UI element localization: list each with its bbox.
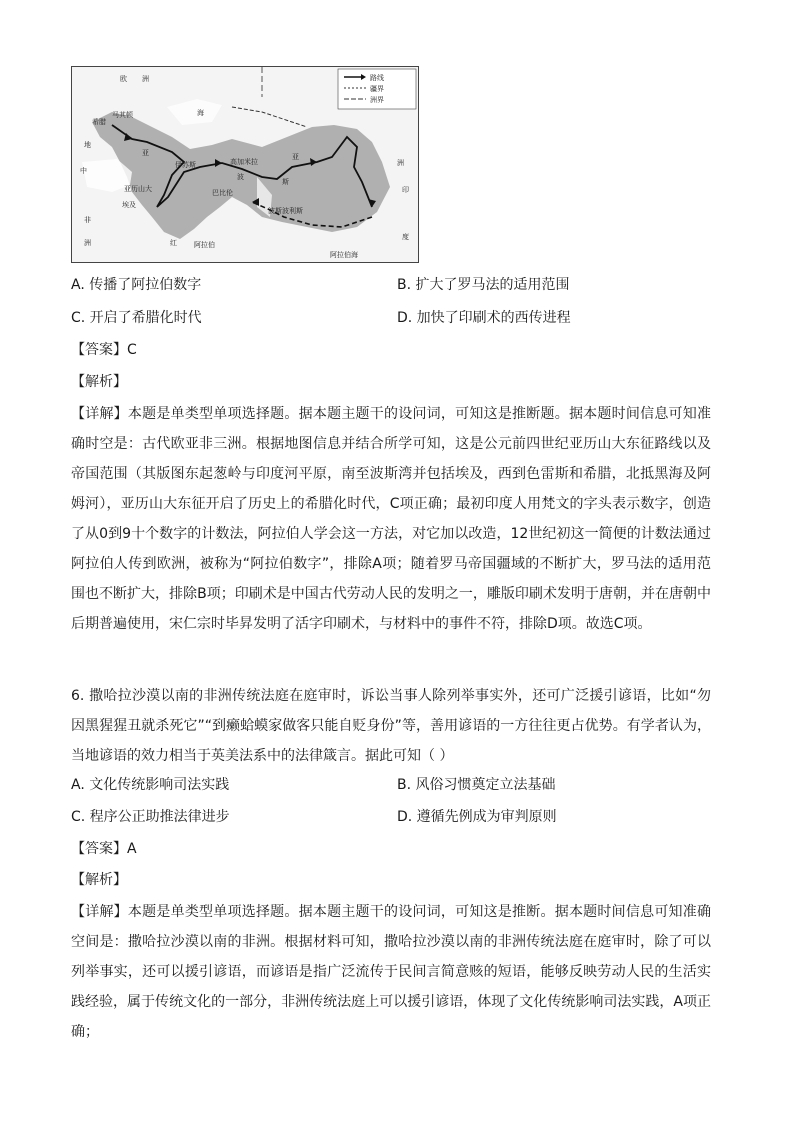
q5-option-a[interactable]: A. 传播了阿拉伯数字 <box>71 277 202 293</box>
legend-continent: 洲界 <box>370 96 384 104</box>
label-europe-2: 洲 <box>142 75 149 83</box>
legend-border: 疆界 <box>370 85 384 93</box>
label-india: 印 <box>402 186 409 194</box>
label-arabian-sea: 阿拉伯海 <box>330 251 358 259</box>
q5-answer: 【答案】C <box>71 342 137 358</box>
label-africa: 非 <box>84 216 91 224</box>
q5-option-c[interactable]: C. 开启了希腊化时代 <box>71 310 202 326</box>
q6-analysis-label: 【解析】 <box>71 872 127 888</box>
legend-route: 路线 <box>370 74 384 82</box>
label-issus: 伊苏斯 <box>175 161 196 169</box>
label-persia-2: 斯 <box>282 178 289 186</box>
map-graphic <box>72 67 418 262</box>
label-macedonia: 马其顿 <box>112 111 133 119</box>
label-europe: 欧 <box>120 75 127 83</box>
q5-analysis: 【详解】本题是单类型单项选择题。据本题主题干的设问词，可知这是推断题。据本题时间信息可知准确时空是：古代欧亚非三洲。根据地图信息并结合所学可知，这是公元前四世纪亚历山大东征路线以及帝国范围（其版图东起葱岭与印度河平原，南至波斯湾并包括埃及，西到色雷斯和希腊，北抵黑海及阿姆河），亚历山大东征开启了历史上的希腊化时代，C项正确；最初印度人用梵文的字头表示数字，创造了从0到9十个数字的计数法，阿拉伯人学会这一方法，对它加以改造，12世纪初这一简便的计数法通过阿拉伯人传到欧洲，被称为“阿拉伯数字”，排除A项；随着罗马帝国疆域的不断扩大，罗马法的适用范围也不断扩大，排除B项；印刷术是中国古代劳动人民的发明之一，雕版印刷术发明于唐朝，并在唐朝中后期普遍使用，宋仁宗时毕昇发明了活字印刷术，与材料中的事件不符，排除D项。故选C项。 <box>71 406 711 632</box>
q6-option-d[interactable]: D. 遵循先例成为审判原则 <box>397 809 557 825</box>
q6-option-b[interactable]: B. 风俗习惯奠定立法基础 <box>397 777 556 793</box>
q6-analysis: 【详解】本题是单类型单项选择题。据本题主题干的设问词，可知这是推断。据本题时间信息可知准确空间是：撒哈拉沙漠以南的非洲。根据材料可知，撒哈拉沙漠以南的非洲传统法庭在庭审时，除了可以列举事实，还可以援引谚语，而谚语是指广泛流传于民间言简意赅的短语，能够反映劳动人民的生活实践经验，属于传统文化的一部分，非洲传统法庭上可以援引谚语，体现了文化传统影响司法实践，A项正确； <box>71 904 711 1040</box>
label-arabia: 阿拉伯 <box>194 241 215 249</box>
q6-answer: 【答案】A <box>71 841 137 857</box>
q5-option-d[interactable]: D. 加快了印刷术的西传进程 <box>397 310 571 326</box>
label-red-sea: 红 <box>170 239 177 247</box>
label-persepolis: 波斯波利斯 <box>268 207 303 215</box>
label-persia: 波 <box>237 173 244 181</box>
q6-stem: 6. 撒哈拉沙漠以南的非洲传统法庭在庭审时，诉讼当事人除列举事实外，还可广泛援引谚语，比如“勿因黑猩猩丑就杀死它”“到癞蛤蟆家做客只能自贬身份”等，善用谚语的一方往往更占优势。有学者认为，当地谚语的效力相当于英美法系中的法律箴言。据此可知（ ） <box>71 688 711 764</box>
label-asia-minor: 亚 <box>142 149 149 157</box>
label-india-2: 度 <box>402 233 409 241</box>
label-babylon: 巴比伦 <box>212 189 233 197</box>
label-africa-2: 洲 <box>84 239 91 247</box>
label-greece: 希腊 <box>92 118 106 126</box>
label-gaugamela: 高加米拉 <box>230 158 258 166</box>
label-asia: 亚 <box>292 153 299 161</box>
label-egypt: 埃及 <box>122 201 136 209</box>
q6-option-a[interactable]: A. 文化传统影响司法实践 <box>71 777 230 793</box>
q6-option-c[interactable]: C. 程序公正助推法律进步 <box>71 809 230 825</box>
label-sea: 海 <box>197 109 204 117</box>
alexander-campaign-map <box>71 66 419 263</box>
q5-analysis-label: 【解析】 <box>71 374 127 390</box>
label-zhong: 中 <box>80 167 87 175</box>
label-alexandria: 亚历山大 <box>124 185 152 193</box>
label-asia-2: 洲 <box>397 159 404 167</box>
q5-option-b[interactable]: B. 扩大了罗马法的适用范围 <box>397 277 570 293</box>
label-di: 地 <box>84 141 91 149</box>
